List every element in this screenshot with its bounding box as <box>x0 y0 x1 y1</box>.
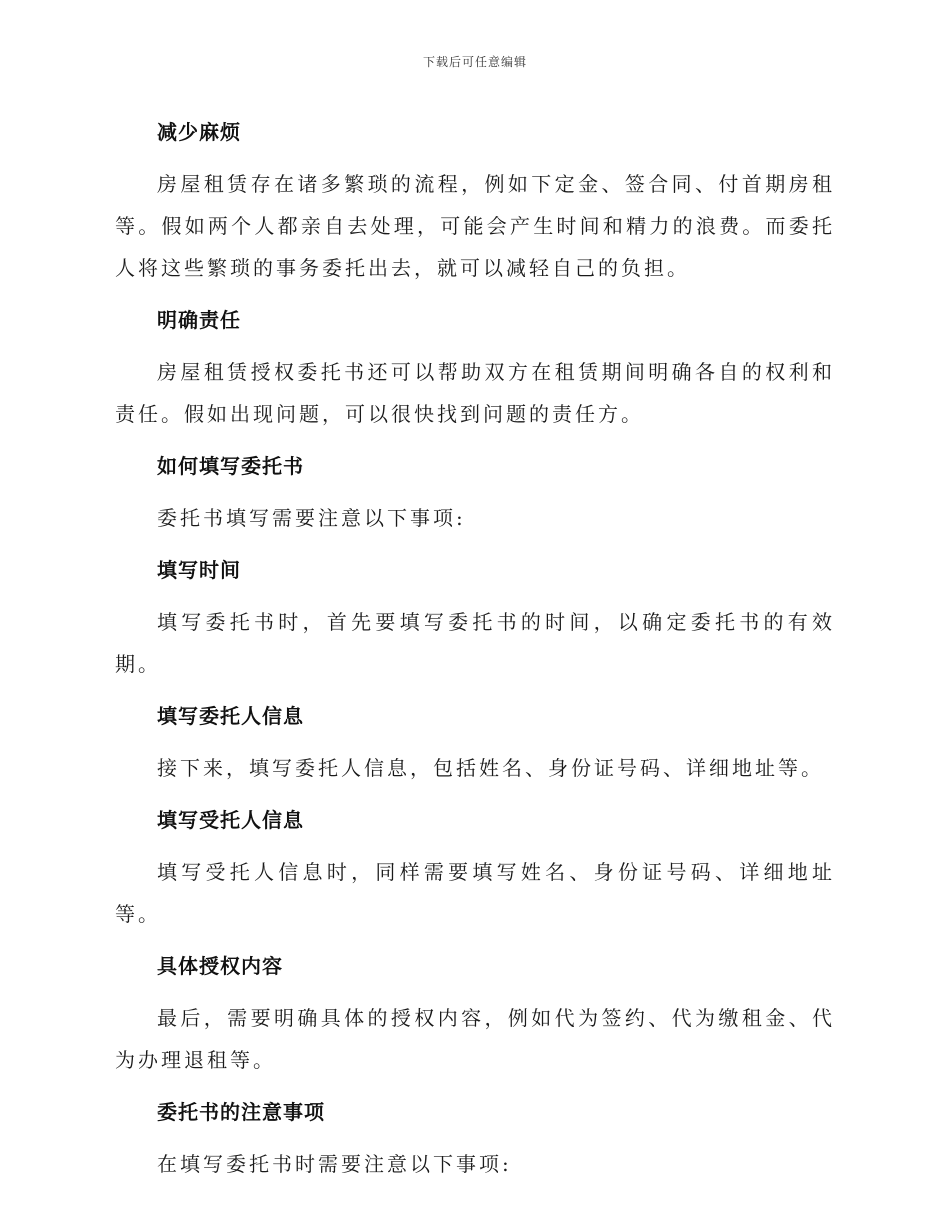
section-heading: 明确责任 <box>157 308 241 332</box>
section-paragraph: 填写委托书时，首先要填写委托书的时间，以确定委托书的有效期。 <box>115 610 835 676</box>
section-paragraph: 委托书填写需要注意以下事项: <box>157 506 466 530</box>
section-heading: 减少麻烦 <box>157 120 241 144</box>
section-paragraph: 在填写委托书时需要注意以下事项: <box>157 1152 512 1176</box>
section-heading: 填写时间 <box>157 558 241 582</box>
section-heading: 具体授权内容 <box>157 954 283 978</box>
section-paragraph: 房屋租赁存在诸多繁琐的流程，例如下定金、签合同、付首期房租等。假如两个人都亲自去处理，可能会产生时间和精力的浪费。而委托人将这些繁琐的事务委托出去，就可以减轻自己的负担。 <box>115 172 835 280</box>
section-paragraph: 房屋租赁授权委托书还可以帮助双方在租赁期间明确各自的权利和责任。假如出现问题，可以很快找到问题的责任方。 <box>115 360 835 426</box>
section-heading: 填写受托人信息 <box>157 808 304 832</box>
section-paragraph: 最后，需要明确具体的授权内容，例如代为签约、代为缴租金、代为办理退租等。 <box>115 1006 835 1072</box>
section-heading: 如何填写委托书 <box>157 454 304 478</box>
section-heading: 填写委托人信息 <box>157 704 304 728</box>
section-paragraph: 填写受托人信息时，同样需要填写姓名、身份证号码、详细地址等。 <box>115 860 835 926</box>
page-header: 下载后可任意编辑 <box>422 55 527 69</box>
document-body <box>115 111 835 1195</box>
section-paragraph: 接下来，填写委托人信息，包括姓名、身份证号码、详细地址等。 <box>157 756 824 780</box>
section-heading: 委托书的注意事项 <box>157 1100 325 1124</box>
